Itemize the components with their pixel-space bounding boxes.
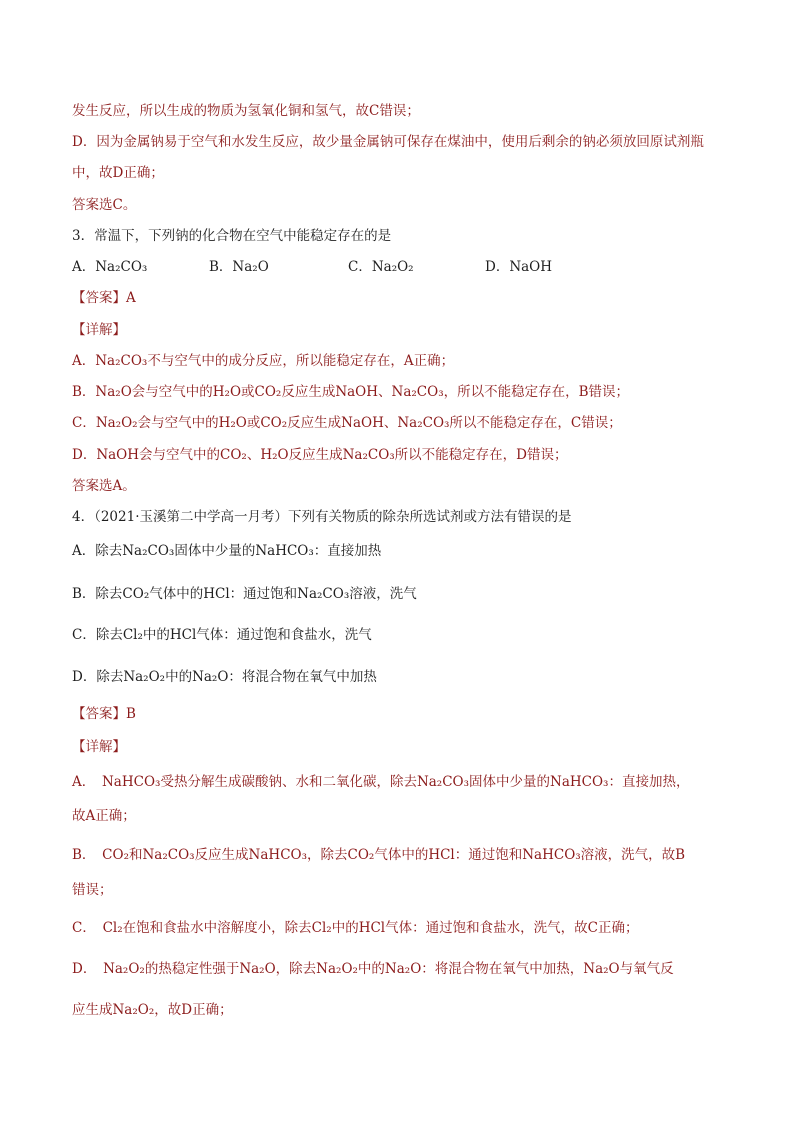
- explanation-line: 应生成Na₂O₂，故D正确；: [72, 1002, 233, 1018]
- explanation-line: D．NaOH会与空气中的CO₂、H₂O反应生成Na₂CO₃所以不能稳定存在，D错误；: [72, 447, 568, 463]
- question-3-options: [72, 258, 672, 276]
- option-c: C．Na₂O₂: [348, 259, 414, 275]
- detail-label: 【详解】: [72, 739, 126, 755]
- explanation-line: A．Na₂CO₃不与空气中的成分反应，所以能稳定存在，A正确；: [72, 353, 455, 369]
- explanation-line: C． Cl₂在饱和食盐水中溶解度小，除去Cl₂中的HCl气体：通过饱和食盐水，洗气，故C正确；: [72, 920, 639, 936]
- explanation-line: 中，故D正确；: [72, 165, 164, 181]
- explanation-line: C．Na₂O₂会与空气中的H₂O或CO₂反应生成NaOH、Na₂CO₃所以不能稳定存在，C错误；: [72, 415, 622, 431]
- answer-label: 【答案】B: [72, 706, 136, 722]
- option-a: A．除去Na₂CO₃固体中少量的NaHCO₃：直接加热: [72, 543, 382, 559]
- explanation-line: D． Na₂O₂的热稳定性强于Na₂O，除去Na₂O₂中的Na₂O：将混合物在氧气中加热，Na₂O与氧气反: [72, 961, 674, 977]
- question-3-stem: 3．常温下，下列钠的化合物在空气中能稳定存在的是: [72, 228, 392, 244]
- explanation-line: D．因为金属钠易于空气和水发生反应，故少量金属钠可保存在煤油中，使用后剩余的钠必须放回原试剂瓶: [72, 134, 704, 150]
- detail-label: 【详解】: [72, 322, 126, 338]
- explanation-line: 错误；: [72, 882, 113, 898]
- answer-conclusion: 答案选A。: [72, 478, 136, 494]
- explanation-line: B．Na₂O会与空气中的H₂O或CO₂反应生成NaOH、Na₂CO₃，所以不能稳定存在，B错误；: [72, 384, 630, 400]
- option-b: B．Na₂O: [209, 259, 269, 275]
- option-d: D．NaOH: [485, 259, 553, 275]
- question-4-stem: 4．（2021·玉溪第二中学高一月考）下列有关物质的除杂所选试剂或方法有错误的是: [72, 509, 572, 525]
- explanation-line: 发生反应，所以生成的物质为氢氧化铜和氢气，故C错误；: [72, 103, 420, 119]
- explanation-line: A． NaHCO₃受热分解生成碳酸钠、水和二氧化碳，除去Na₂CO₃固体中少量的NaHCO₃：直接加热，: [72, 774, 690, 790]
- option-d: D．除去Na₂O₂中的Na₂O：将混合物在氧气中加热: [72, 669, 377, 685]
- answer-conclusion: 答案选C。: [72, 197, 137, 213]
- answer-label: 【答案】A: [72, 290, 136, 306]
- explanation-line: B． CO₂和Na₂CO₃反应生成NaHCO₃，除去CO₂气体中的HCl：通过饱和NaHCO₃溶液，洗气，故B: [72, 847, 686, 863]
- option-a: A．Na₂CO₃: [72, 259, 148, 275]
- option-c: C．除去Cl₂中的HCl气体：通过饱和食盐水，洗气: [72, 627, 372, 643]
- option-b: B．除去CO₂气体中的HCl：通过饱和Na₂CO₃溶液，洗气: [72, 586, 417, 602]
- explanation-line: 故A正确；: [72, 808, 136, 824]
